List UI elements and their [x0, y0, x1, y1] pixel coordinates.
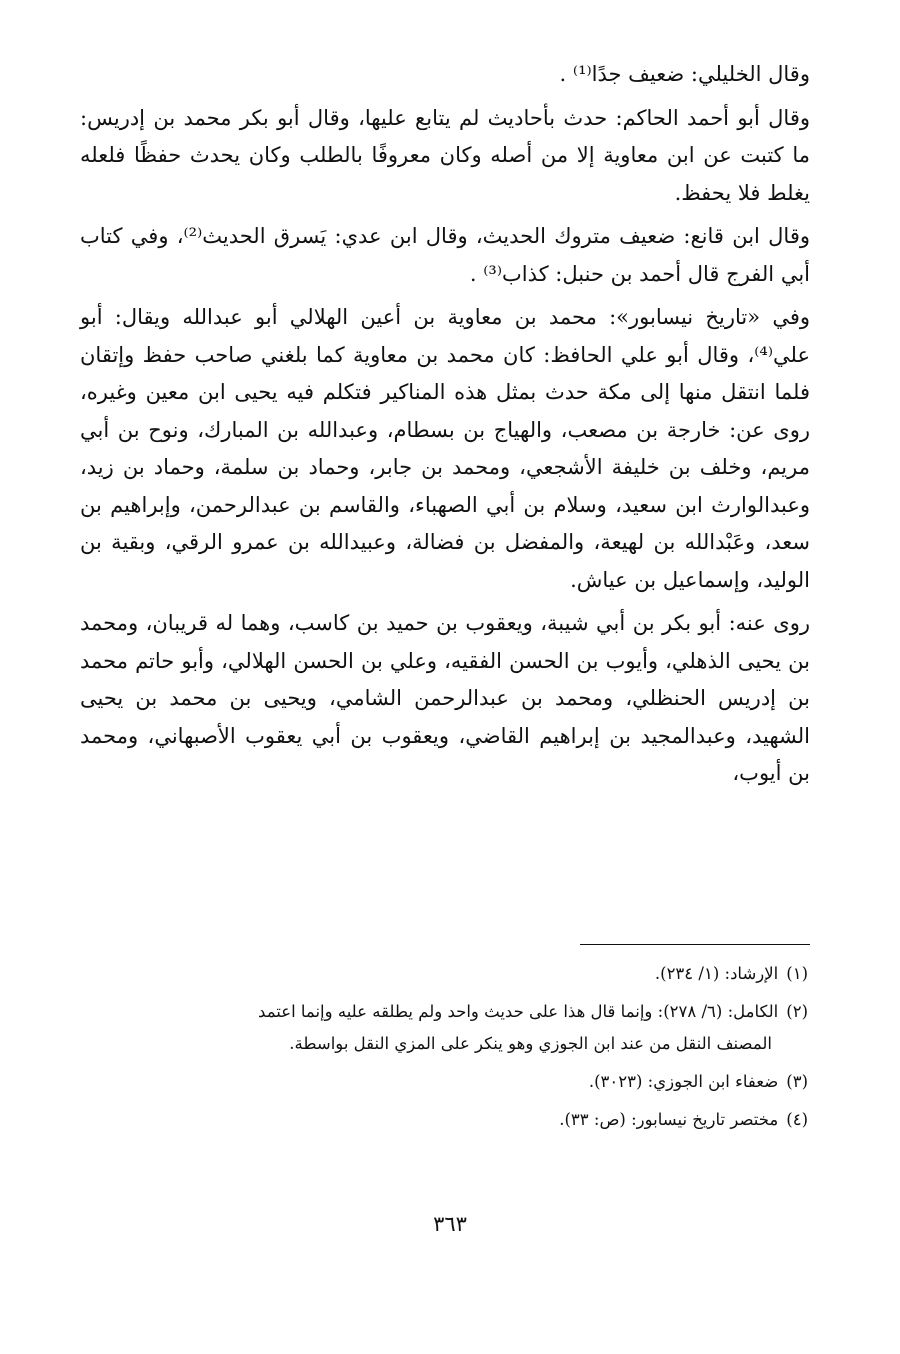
footnote-text: مختصر تاريخ نيسابور: (ص: ٣٣).	[559, 1110, 779, 1129]
footnote-number: (٣)	[786, 1072, 808, 1091]
footnote-continuation: المصنف النقل من عند ابن الجوزي وهو ينكر على المزي النقل بواسطة.	[289, 1034, 772, 1053]
footnote-text: الكامل: (٦/ ٢٧٨): وإنما قال هذا على حديث واحد ولم يطلقه عليه وإنما اعتمد	[258, 1002, 779, 1021]
footnote-text: الإرشاد: (١/ ٢٣٤).	[654, 964, 779, 983]
footnote-number: (١)	[786, 964, 808, 983]
main-text	[80, 56, 810, 799]
paragraph-4: وفي «تاريخ نيسابور»: محمد بن معاوية بن أعين الهلالي أبو عبدالله ويقال: أبو علي⁽⁴⁾، وقال أبو علي الحافظ: كان محمد بن معاوية كما بلغني صاحب حفظ وإتقان فلما انتقل منها إلى مكة حدث بمثل هذه المناكير فتكلم فيه يحيى ابن معين وغيره، روى عن: خارجة بن مصعب، والهياج بن بسطام، وعبدالله بن المبارك، ونوح بن أبي مريم، وخلف بن خليفة الأشجعي، ومحمد بن جابر، وحماد بن سلمة، وحماد بن زيد، وعبدالوارث ابن سعيد، وسلام بن أبي الصهباء، والقاسم بن عبدالرحمن، وإبراهيم بن سعد، وعَبْدالله بن لهيعة، والمفضل بن فضالة، وعبيدالله بن عمرو الرقي، وبقية بن الوليد، وإسماعيل بن عياش.	[80, 305, 810, 592]
paragraph-3: وقال ابن قانع: ضعيف متروك الحديث، وقال ابن عدي: يَسرق الحديث⁽²⁾، وفي كتاب أبي الفرج قال أحمد بن حنبل: كذاب⁽³⁾ .	[80, 224, 810, 286]
page-number: ٣٦٣	[433, 1212, 467, 1236]
footnote-4	[80, 1104, 810, 1136]
footnote-text: ضعفاء ابن الجوزي: (٣٠٢٣).	[588, 1072, 779, 1091]
paragraph-1: وقال الخليلي: ضعيف جدًا⁽¹⁾ .	[559, 62, 810, 86]
footnote-1	[80, 958, 810, 990]
paragraph-5: روى عنه: أبو بكر بن أبي شيبة، ويعقوب بن حميد بن كاسب، وهما له قريبان، ومحمد بن يحيى الذهلي، وأيوب بن الحسن الفقيه، وعلي بن الحسن الهلالي، وأبو حاتم محمد بن إدريس الحنظلي، ومحمد بن عبدالرحمن الشامي، ويحيى بن محمد بن يحيى الشهيد، وعبدالمجيد بن إبراهيم القاضي، ويعقوب بن أبي يعقوب الأصبهاني، ومحمد بن أيوب،	[80, 611, 810, 785]
paragraph-2: وقال أبو أحمد الحاكم: حدث بأحاديث لم يتابع عليها، وقال أبو بكر محمد بن إدريس: ما كتبت عن ابن معاوية إلا من أصله وكان معروفًا بالطلب وكان يحدث حفظًا فلعله يغلط فلا يحفظ.	[80, 105, 810, 205]
footnote-number: (٤)	[786, 1110, 808, 1129]
footnote-3	[80, 1066, 810, 1098]
footnote-number: (٢)	[786, 1002, 808, 1021]
footnote-2	[80, 996, 810, 1060]
footnotes	[80, 958, 810, 1142]
footnote-separator	[580, 944, 810, 945]
